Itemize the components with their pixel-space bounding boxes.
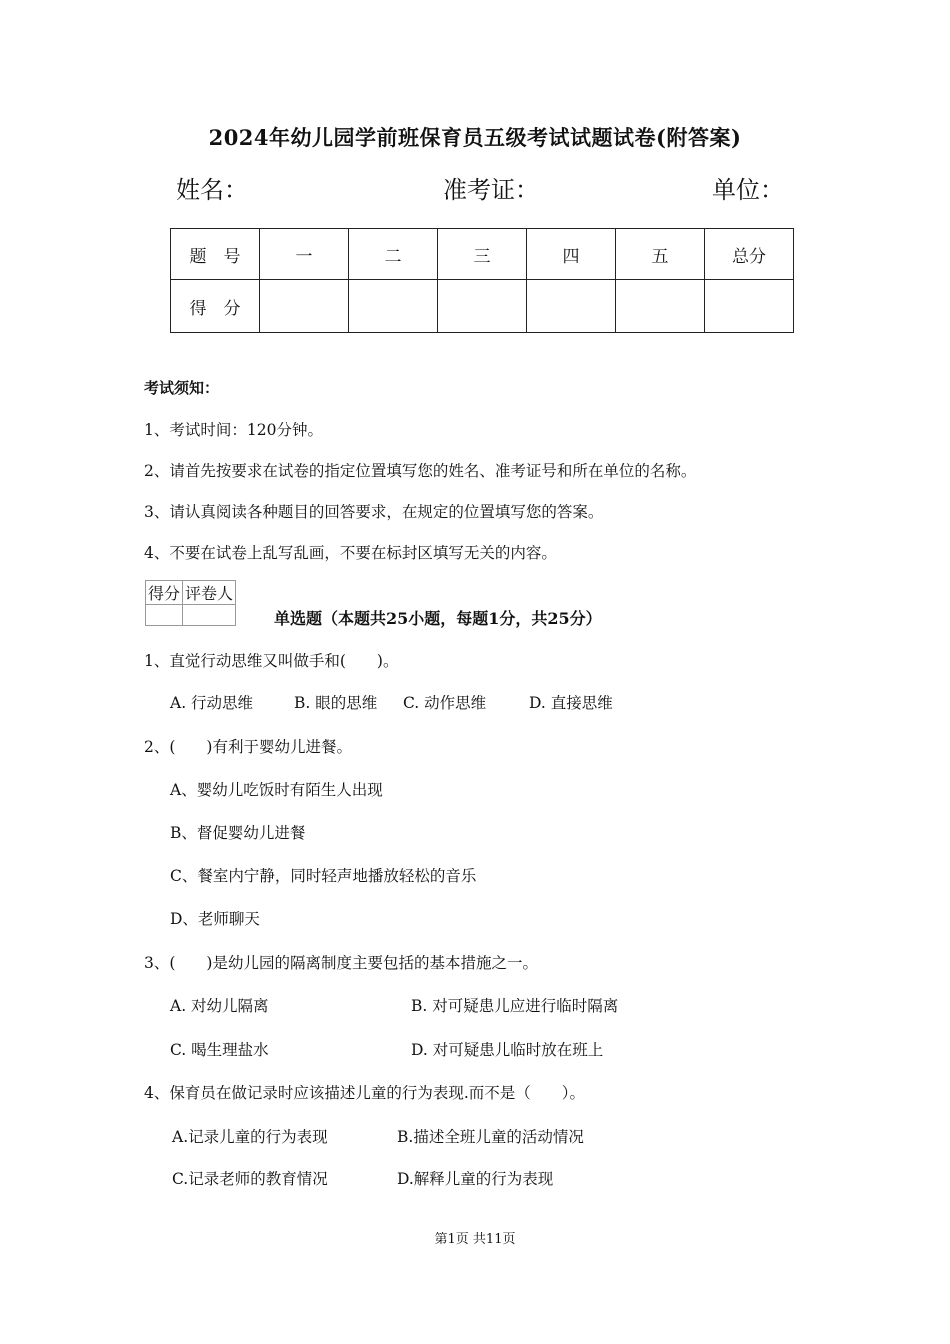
grader-reviewer-cell[interactable] — [183, 605, 236, 626]
option: B. 眼的思维 — [294, 694, 378, 712]
score-table-score-row — [171, 280, 794, 333]
option: D.解释儿童的行为表现 — [397, 1170, 554, 1188]
option: A. 行动思维 — [170, 694, 254, 712]
score-table-cell: 二 — [349, 229, 438, 280]
option: D. 对可疑患儿临时放在班上 — [411, 1041, 604, 1059]
option: C.记录老师的教育情况 — [172, 1170, 328, 1188]
unit-label: 单位： — [712, 176, 784, 204]
option: B.描述全班儿童的活动情况 — [397, 1128, 584, 1146]
score-table-cell: 得 分 — [171, 280, 260, 333]
note-item: 3、请认真阅读各种题目的回答要求，在规定的位置填写您的答案。 — [144, 503, 604, 521]
score-table-cell: 四 — [527, 229, 616, 280]
note-item: 2、请首先按要求在试卷的指定位置填写您的姓名、准考证号和所在单位的名称。 — [144, 462, 697, 480]
option: C. 动作思维 — [403, 694, 487, 712]
score-input-cell[interactable] — [260, 280, 349, 333]
score-table-cell: 五 — [616, 229, 705, 280]
score-input-cell[interactable] — [349, 280, 438, 333]
grader-score-cell[interactable] — [146, 605, 183, 626]
score-input-cell[interactable] — [705, 280, 794, 333]
question-3: 3、( )是幼儿园的隔离制度主要包括的基本措施之一。 — [144, 954, 538, 972]
question-2: 2、( )有利于婴幼儿进餐。 — [144, 738, 352, 756]
score-table-cell: 三 — [438, 229, 527, 280]
score-table-cell: 一 — [260, 229, 349, 280]
score-input-cell[interactable] — [527, 280, 616, 333]
score-table — [170, 228, 794, 333]
option: D、老师聊天 — [170, 910, 260, 928]
name-label: 姓名： — [176, 176, 248, 204]
score-input-cell[interactable] — [438, 280, 527, 333]
grader-reviewer-label: 评卷人 — [183, 581, 236, 605]
question-1: 1、直觉行动思维又叫做手和( )。 — [144, 652, 399, 670]
option: A. 对幼儿隔离 — [170, 997, 269, 1015]
option: C. 喝生理盐水 — [170, 1041, 269, 1059]
score-input-cell[interactable] — [616, 280, 705, 333]
option: B、督促婴幼儿进餐 — [170, 824, 306, 842]
option: A.记录儿童的行为表现 — [172, 1128, 328, 1146]
document-title: 2024年幼儿园学前班保育员五级考试试题试卷(附答案) — [208, 125, 742, 150]
exam-id-label: 准考证： — [443, 176, 539, 204]
score-table-cell: 题 号 — [171, 229, 260, 280]
note-item: 4、不要在试卷上乱写乱画，不要在标封区填写无关的内容。 — [144, 544, 557, 562]
question-4: 4、保育员在做记录时应该描述儿童的行为表现.而不是（ ）。 — [144, 1084, 586, 1102]
score-table-header-row — [171, 229, 794, 280]
notes-heading: 考试须知： — [144, 379, 220, 397]
note-item: 1、考试时间：120分钟。 — [144, 421, 323, 439]
option: C、餐室内宁静，同时轻声地播放轻松的音乐 — [170, 867, 477, 885]
grader-score-label: 得分 — [146, 581, 183, 605]
option: B. 对可疑患儿应进行临时隔离 — [411, 997, 619, 1015]
option: A、婴幼儿吃饭时有陌生人出现 — [170, 781, 383, 799]
score-table-cell: 总分 — [705, 229, 794, 280]
option: D. 直接思维 — [529, 694, 613, 712]
section-heading: 单选题（本题共25小题，每题1分，共25分） — [274, 609, 602, 628]
grader-box — [145, 580, 236, 626]
page-footer: 第1页 共11页 — [434, 1232, 516, 1247]
